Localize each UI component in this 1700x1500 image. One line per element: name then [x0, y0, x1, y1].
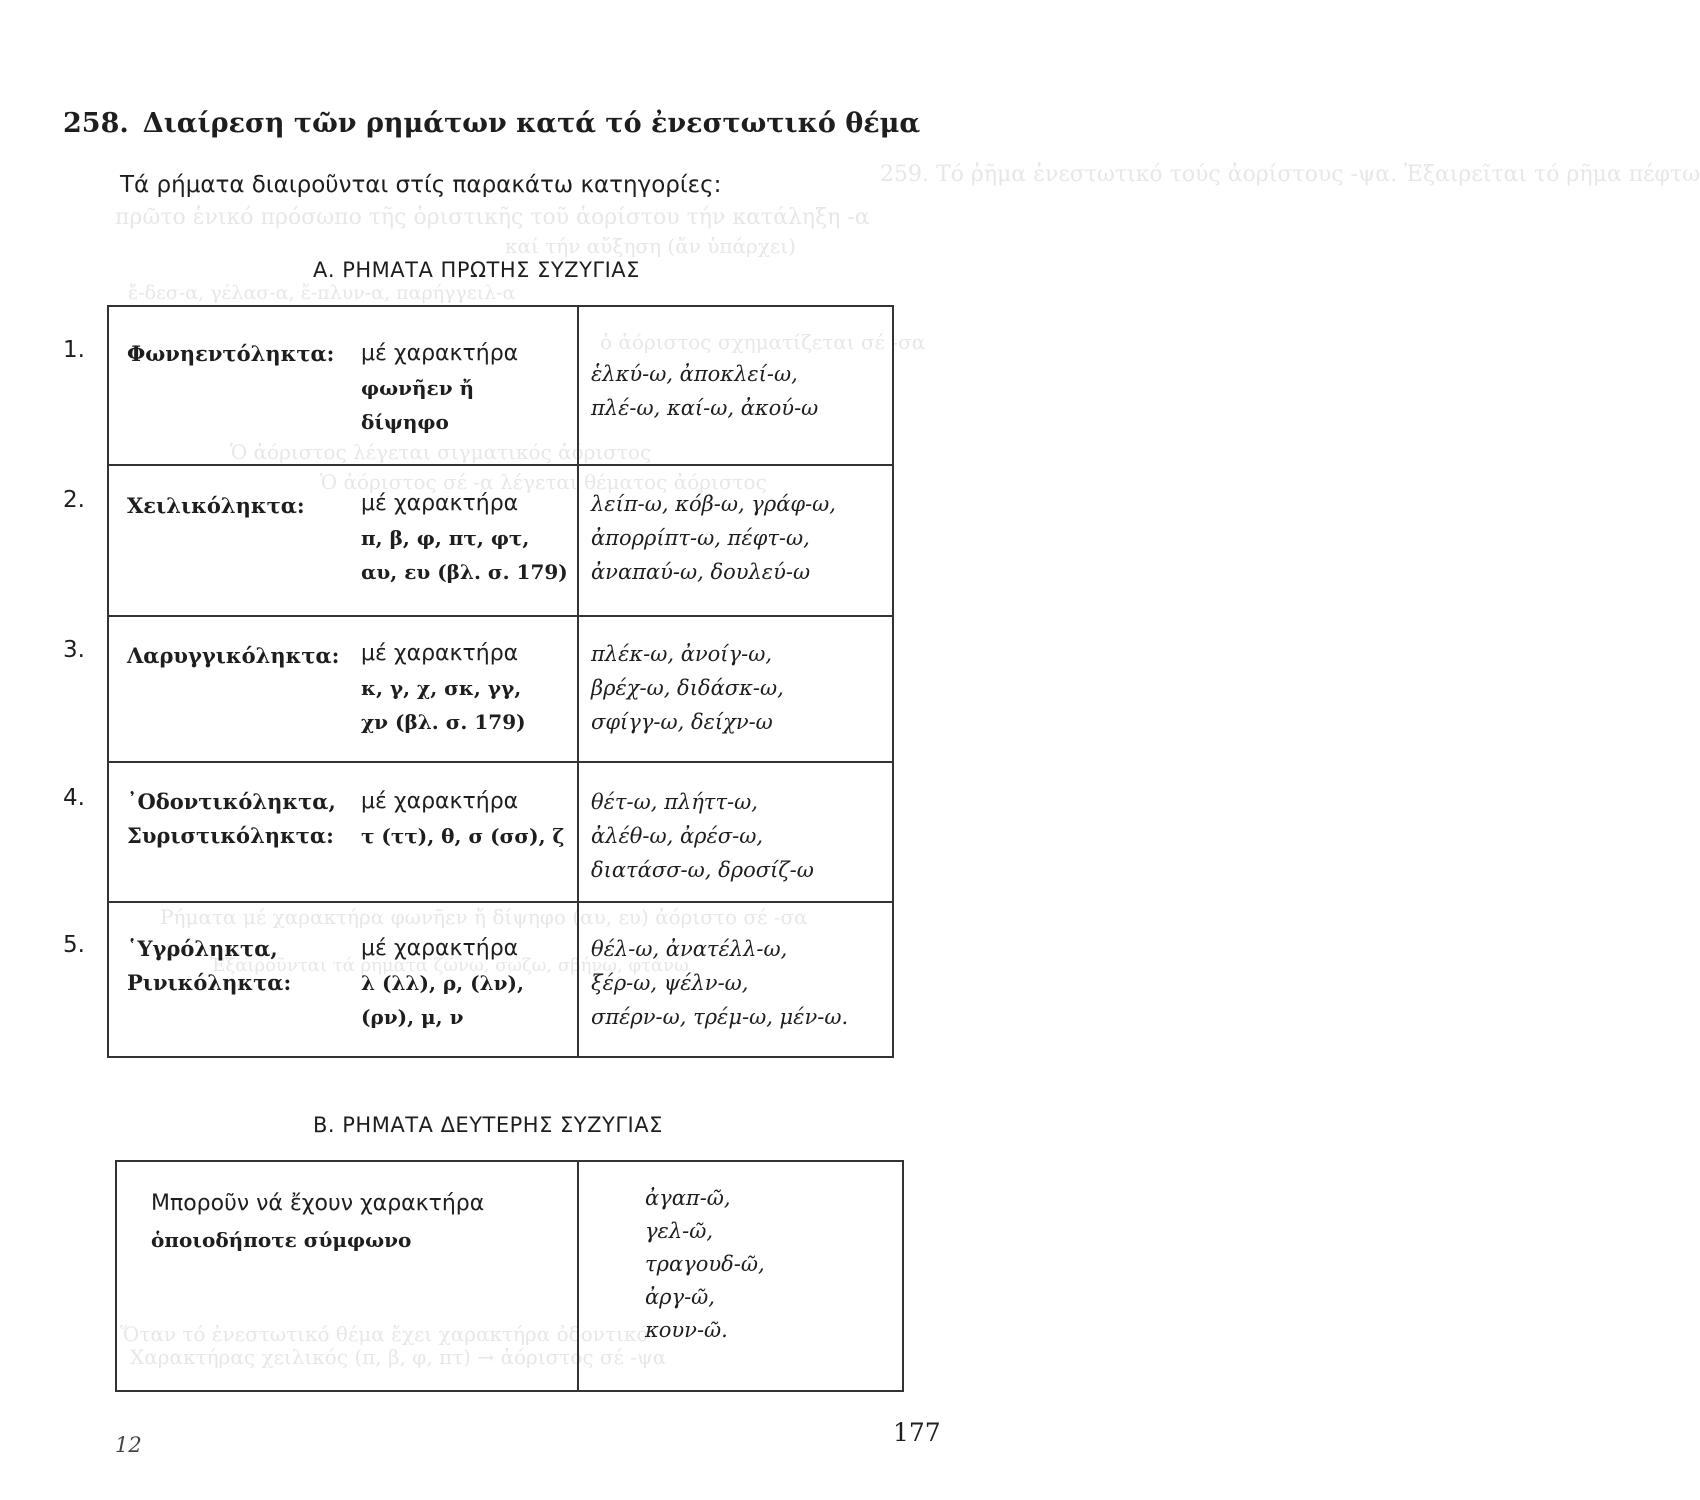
verb-examples	[645, 1182, 765, 1347]
character-line: π, β, φ, πτ, φτ,	[361, 526, 530, 550]
table-divider	[577, 307, 579, 1056]
bleed-through-line: Ἐξαιροῦνται τά ρήματα ζώνω, σώζω, σβήνω, φτάνω	[210, 955, 689, 976]
bleed-through-line: Ὁ ἀόριστος σέ -α λέγεται θέματος ἀόριστος	[320, 470, 767, 494]
character-lead: μέ χαρακτήρα	[361, 491, 519, 516]
row-divider	[109, 615, 892, 617]
verb-category	[127, 932, 291, 1000]
character-description	[361, 487, 568, 589]
example-line: θέλ-ω, ἀνατέλλ-ω,	[591, 937, 788, 961]
bleed-through-line: καί τήν αὔξηση (ἄν ὑπάρχει)	[505, 234, 796, 258]
example-line: ἀναπαύ-ω, δουλεύ-ω	[591, 560, 811, 584]
row-number: 5.	[63, 932, 85, 958]
example-line: βρέχ-ω, διδάσκ-ω,	[591, 676, 784, 700]
category-name-line: ᾿Οδοντικόληκτα,	[127, 789, 336, 814]
character-line: φωνῆεν ἤ	[361, 376, 475, 400]
example-line: γελ-ῶ,	[645, 1219, 714, 1243]
example-line: πλέκ-ω, ἀνοίγ-ω,	[591, 642, 772, 666]
section-title: Διαίρεση τῶν ρημάτων κατά τό ἐνεστωτικό θέμα	[142, 108, 921, 139]
description-line: ὁποιοδήποτε σύμφωνο	[151, 1228, 412, 1252]
example-line: τραγουδ-ῶ,	[645, 1252, 765, 1276]
second-conjugation-table	[115, 1160, 904, 1392]
character-lead: μέ χαρακτήρα	[361, 641, 519, 666]
character-line: δίψηφο	[361, 410, 449, 434]
category-name-line: Χειλικόληκτα:	[127, 493, 305, 518]
bleed-through-line: πρῶτο ἑνικό πρόσωπο τῆς ὁριστικῆς τοῦ ἀορίστου τήν κατάληξη -α	[115, 205, 870, 230]
signature-mark: 12	[115, 1433, 142, 1457]
bleed-through-line: Ὁ ἀόριστος λέγεται σιγματικός ἀόριστος	[230, 440, 652, 464]
character-line: χν (βλ. σ. 179)	[361, 710, 526, 734]
character-line: λ (λλ), ρ, (λν),	[361, 971, 524, 995]
character-description	[361, 785, 564, 853]
verb-category	[127, 639, 339, 673]
intro-text: Τά ρήματα διαιροῦνται στίς παρακάτω κατηγορίες:	[120, 172, 722, 198]
page-number: 177	[893, 1418, 941, 1447]
character-line: (ρν), μ, ν	[361, 1005, 464, 1029]
bleed-through-line: Ὅταν τό ἐνεστωτικό θέμα ἔχει χαρακτήρα ὀδοντικό	[120, 1322, 649, 1346]
example-line: ἀργ-ῶ,	[645, 1285, 715, 1309]
verb-category	[127, 489, 305, 523]
example-line: ξέρ-ω, ψέλν-ω,	[591, 971, 749, 995]
row-divider	[109, 901, 892, 903]
character-description	[361, 932, 524, 1034]
second-conjugation-description	[151, 1186, 484, 1258]
example-line: ἀπορρίπτ-ω, πέφτ-ω,	[591, 526, 810, 550]
example-line: κουν-ῶ.	[645, 1318, 728, 1342]
character-line: τ (ττ), θ, σ (σσ), ζ	[361, 824, 565, 848]
description-line: Μποροῦν νά ἔχουν χαρακτήρα	[151, 1191, 485, 1216]
example-line: σφίγγ-ω, δείχν-ω	[591, 710, 773, 734]
section-heading	[63, 108, 920, 139]
character-lead: μέ χαρακτήρα	[361, 789, 519, 814]
verb-examples	[591, 932, 848, 1034]
first-conjugation-table	[63, 305, 894, 1058]
first-conjugation-title: Α. ΡΗΜΑΤΑ ΠΡΩΤΗΣ ΣΥΖΥΓΙΑΣ	[313, 258, 640, 282]
example-line: λείπ-ω, κόβ-ω, γράφ-ω,	[591, 492, 836, 516]
verb-category	[127, 337, 334, 371]
character-description	[361, 637, 526, 739]
verb-examples	[591, 487, 836, 589]
verb-examples	[591, 785, 814, 887]
row-divider	[109, 464, 892, 466]
row-divider	[109, 761, 892, 763]
verb-examples	[591, 637, 784, 739]
example-line: ἑλκύ-ω, ἀποκλεί-ω,	[591, 362, 798, 386]
bleed-through-line: Ρήματα μέ χαρακτήρα φωνῆεν ἤ δίψηφο (αυ, ευ) ἀόριστο σέ -σα	[160, 905, 808, 929]
example-line: πλέ-ω, καί-ω, ἀκού-ω	[591, 396, 819, 420]
bleed-through-line: ὁ ἀόριστος σχηματίζεται σέ -σα	[600, 330, 926, 354]
example-line: διατάσσ-ω, δροσίζ-ω	[591, 858, 814, 882]
example-line: ἀλέθ-ω, ἀρέσ-ω,	[591, 824, 763, 848]
row-number: 4.	[63, 785, 85, 811]
row-number: 2.	[63, 487, 85, 513]
verb-examples	[591, 357, 818, 425]
example-line: σπέρν-ω, τρέμ-ω, μέν-ω.	[591, 1005, 849, 1029]
bleed-through-line: Χαρακτήρας χειλικός (π, β, φ, πτ) → ἀόριστος σέ -ψα	[130, 1345, 667, 1369]
character-lead: μέ χαρακτήρα	[361, 936, 519, 961]
character-line: αυ, ευ (βλ. σ. 179)	[361, 560, 568, 584]
verb-category	[127, 785, 336, 853]
second-conjugation-title: Β. ΡΗΜΑΤΑ ΔΕΥΤΕΡΗΣ ΣΥΖΥΓΙΑΣ	[313, 1113, 663, 1137]
category-name-line: Συριστικόληκτα:	[127, 823, 334, 848]
character-lead: μέ χαρακτήρα	[361, 341, 519, 366]
example-line: θέτ-ω, πλήττ-ω,	[591, 790, 758, 814]
character-line: κ, γ, χ, σκ, γγ,	[361, 676, 522, 700]
row-number: 1.	[63, 337, 85, 363]
table-divider	[577, 1162, 579, 1390]
section-number: 258.	[63, 108, 129, 139]
bleed-through-line: 259. Τό ῥῆμα ἐνεστωτικό τούς ἀορίστους -ψα. Ἐξαιρεῖται τό ρῆμα πέφτω	[880, 162, 1700, 187]
character-description	[361, 337, 518, 439]
bleed-through-line: ἔ-δεσ-α, γέλασ-α, ἔ-πλυν-α, παρήγγειλ-α	[128, 282, 516, 304]
example-line: ἀγαπ-ῶ,	[645, 1186, 731, 1210]
category-name-line: Ρινικόληκτα:	[127, 970, 292, 995]
category-name-line: ῾Υγρόληκτα,	[127, 936, 278, 961]
row-number: 3.	[63, 637, 85, 663]
category-name-line: Φωνηεντόληκτα:	[127, 341, 335, 366]
category-name-line: Λαρυγγικόληκτα:	[127, 643, 340, 668]
